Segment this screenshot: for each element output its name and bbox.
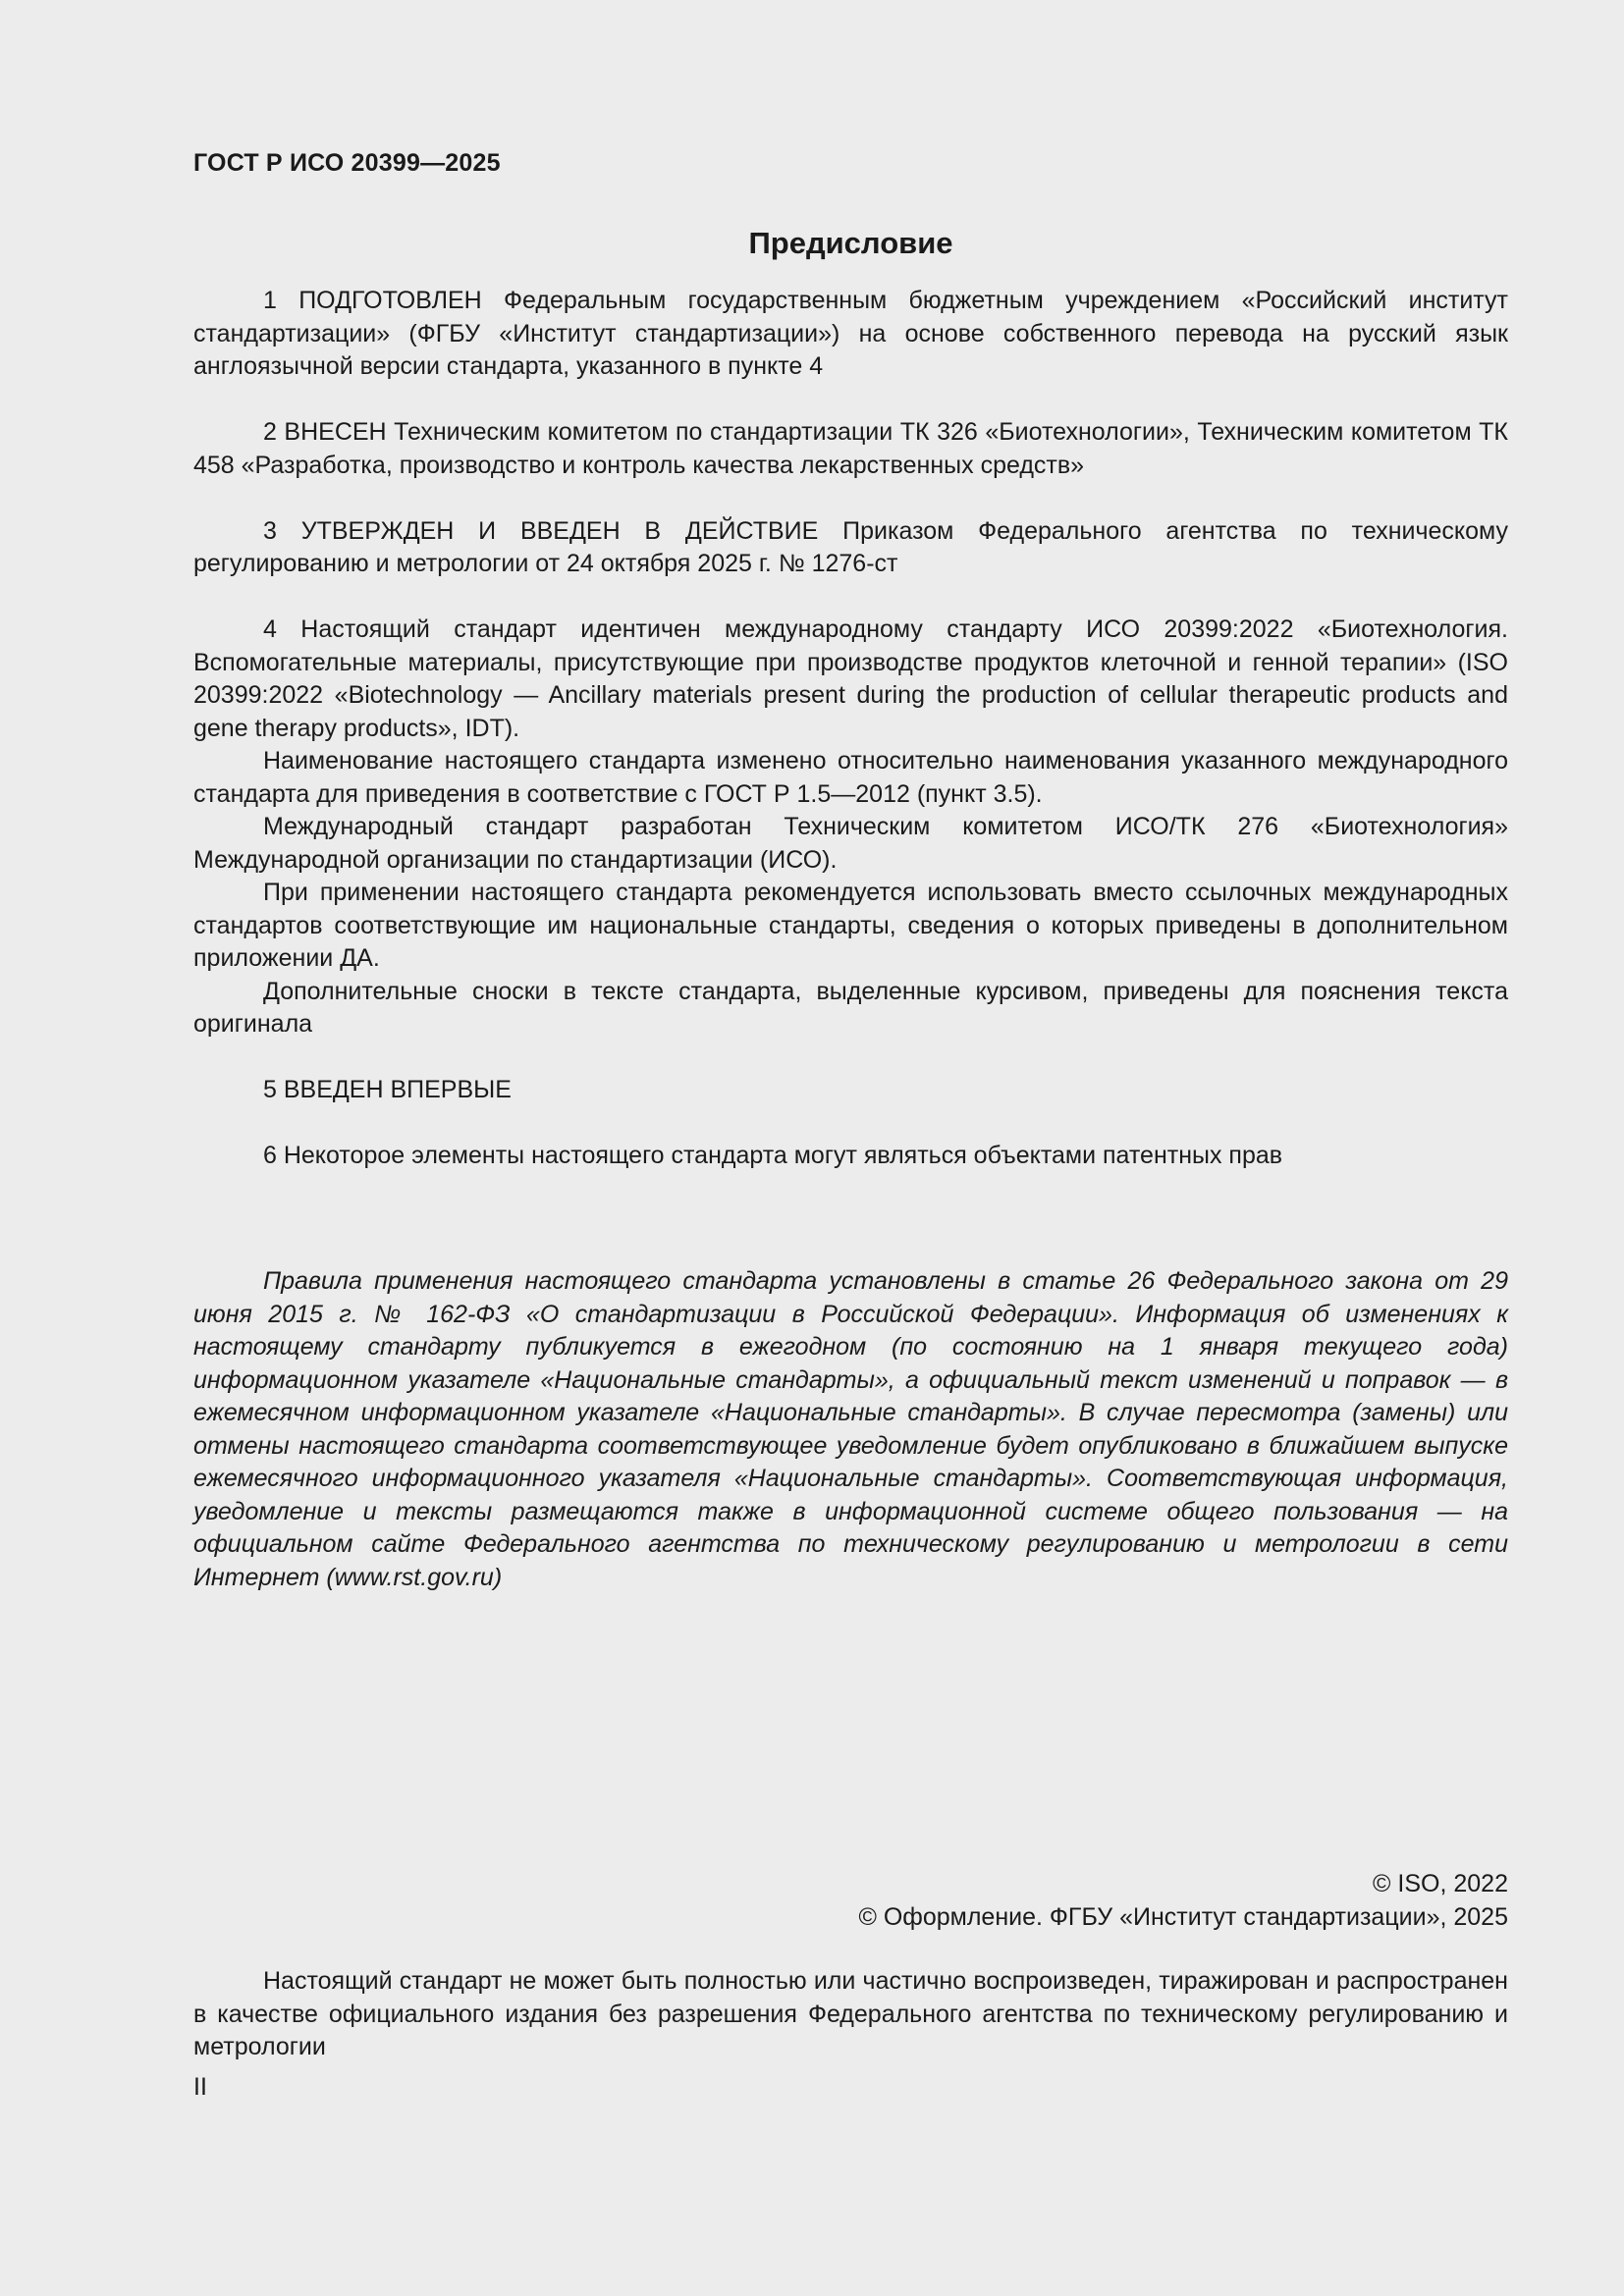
paragraph-4: 4 Настоящий стандарт идентичен международному стандарту ИСО 20399:2022 «Биотехнология. Вспомогательные материалы, присутствующие при производстве продуктов клеточной и генной терапии» (ISO 20399:2022 «Biotechnology — Ancillary materials present during the production of cellular therapeutic products and gene therapy products», IDT). <box>193 615 1508 742</box>
paragraph-1: 1 ПОДГОТОВЛЕН Федеральным государственным бюджетным учреждением «Российский институт стандартизации» (ФГБУ «Институт стандартизации») на основе собственного перевода на русский язык англоязычной версии стандарта, указанного в пункте 4 <box>193 287 1508 380</box>
foreword-body <box>193 285 1508 1173</box>
paragraph-2: 2 ВНЕСЕН Техническим комитетом по стандартизации ТК 326 «Биотехнологии», Техническим комитетом ТК 458 «Разработка, производство и контроль качества лекарственных средств» <box>193 418 1508 479</box>
page-number: II <box>193 2073 207 2101</box>
paragraph-3: 3 УТВЕРЖДЕН И ВВЕДЕН В ДЕЙСТВИЕ Приказом Федерального агентства по техническому регулированию и метрологии от 24 октября 2025 г. № 1276-ст <box>193 516 1508 577</box>
paragraph-4-footnotes: Дополнительные сноски в тексте стандарта, выделенные курсивом, приведены для пояснения текста оригинала <box>193 977 1508 1038</box>
paragraph-4-references: При применении настоящего стандарта рекомендуется использовать вместо ссылочных международных стандартов соответствующие им национальные стандарты, сведения о которых приведены в дополнительном приложении ДА. <box>193 879 1508 972</box>
paragraph-6: 6 Некоторое элементы настоящего стандарта могут являться объектами патентных прав <box>263 1142 1283 1169</box>
paragraph-4-developer: Международный стандарт разработан Техническим комитетом ИСО/ТК 276 «Биотехнология» Международной организации по стандартизации (ИСО). <box>193 813 1508 874</box>
paragraph-5: 5 ВВЕДЕН ВПЕРВЫЕ <box>263 1076 512 1103</box>
paragraph-4-title-change: Наименование настоящего стандарта изменено относительно наименования указанного международного стандарта для приведения в соответствие с ГОСТ Р 1.5—2012 (пункт 3.5). <box>193 747 1508 808</box>
rules-notice: Правила применения настоящего стандарта установлены в статье 26 Федерального закона от 29 июня 2015 г. № 162-ФЗ «О стандартизации в Российской Федерации». Информация об изменениях к настоящему стандарту публикуется в ежегодном (по состоянию на 1 января текущего года) информационном указателе «Национальные стандарты», а официальный текст изменений и поправок — в ежемесячном информационном указателе «Национальные стандарты». В случае пересмотра (замены) или отмены настоящего стандарта соответствующее уведомление будет опубликовано в ближайшем выпуске ежемесячного информационного указателя «Национальные стандарты». Соответствующая информация, уведомление и тексты размещаются также в информационной системе общего пользования — на официальном сайте Федерального агентства по техническому регулированию и метрологии в сети Интернет (www.rst.gov.ru) <box>193 1267 1508 1591</box>
document-page <box>193 0 1508 2296</box>
reproduction-notice: Настоящий стандарт не может быть полностью или частично воспроизведен, тиражирован и распространен в качестве официального издания без разрешения Федерального агентства по техническому регулированию и метрологии <box>193 1967 1508 2060</box>
copyright-iso: © ISO, 2022 <box>1373 1870 1508 1897</box>
page-title: Предисловие <box>748 226 953 260</box>
copyright-design: © Оформление. ФГБУ «Институт стандартизации», 2025 <box>858 1902 1508 1931</box>
document-code: ГОСТ Р ИСО 20399—2025 <box>193 149 501 177</box>
copyright-block <box>193 1868 1508 1934</box>
